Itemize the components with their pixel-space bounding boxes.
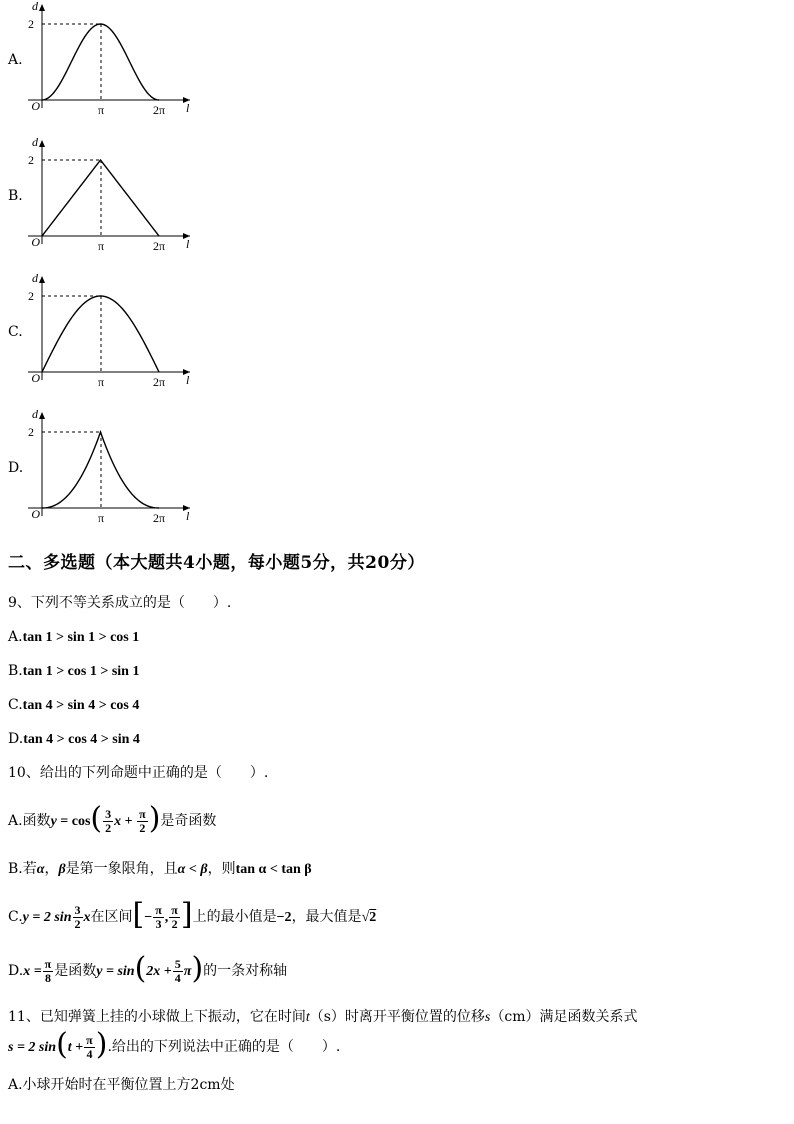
q10-c-minus: − <box>144 910 153 925</box>
q10-a-rparen: ) <box>148 801 161 836</box>
y-axis-label: d <box>32 0 38 13</box>
q10-d-letter: D. <box>8 963 24 979</box>
section-title: 二、多选题（本大题共4小题，每小题5分，共20分） <box>8 553 425 573</box>
q9-c-text: tan 4 > sin 4 > cos 4 <box>22 698 140 713</box>
y-tick-label: 2 <box>28 153 34 167</box>
x-tick-label-2pi: 2π <box>152 239 166 253</box>
q10-c-rbrack: ] <box>180 897 193 932</box>
q10-c-t3: ，最大值是 <box>291 909 362 925</box>
y-axis-arrow <box>39 140 45 147</box>
q10-d-lparen: ( <box>134 951 147 986</box>
q10-b-t1: 若 <box>22 861 37 877</box>
q11-line2-tail: .给出的下列说法中正确的是（ ）. <box>107 1039 341 1055</box>
y-axis-arrow <box>39 276 45 283</box>
q10-b-beta: β <box>58 862 66 877</box>
q10-c-comma: , <box>164 910 169 925</box>
q10-b-alpha: α <box>36 862 45 877</box>
q9-option-c[interactable] <box>8 696 139 715</box>
q10-c-t2: 上的最小值是 <box>192 909 277 925</box>
q11-stem-line2 <box>8 1027 341 1062</box>
q9-option-d[interactable] <box>8 730 140 749</box>
q11-text-b: （s）时离开平衡位置的位移 <box>309 1009 485 1025</box>
graph-d-letter: D. <box>8 460 24 476</box>
q11-t-var: t <box>305 1010 310 1025</box>
q10-c-sqrt-arg: 2 <box>369 910 377 925</box>
y-axis-label: d <box>32 271 38 285</box>
x-tick-label-pi: π <box>97 103 105 117</box>
q10-c-x: x <box>83 910 91 925</box>
q10-c-t1: 在区间 <box>90 909 133 925</box>
q10-d-rhs: y = sin <box>96 964 135 979</box>
q10-d-lhs: x = <box>23 964 42 979</box>
y-axis-arrow <box>39 412 45 419</box>
q11-text-c: （cm）满足函数关系式 <box>490 1009 638 1025</box>
q10-b-letter: B. <box>8 861 23 877</box>
x-tick-label-2pi: 2π <box>152 103 166 117</box>
x-tick-label-2pi: 2π <box>152 511 166 525</box>
q10-c-frac1: $\frac{\pi}{3}$ <box>155 902 162 931</box>
origin-label: O <box>31 507 40 521</box>
q10-d-inner: 2x + <box>146 964 172 979</box>
q11-rparen: ) <box>95 1027 108 1062</box>
q10-a-letter: A. <box>8 813 23 829</box>
x-tick-label-pi: π <box>97 511 105 525</box>
y-tick-label: 2 <box>28 289 34 303</box>
y-tick-label: 2 <box>28 425 34 439</box>
q10-b-t3: 是第一象限角，且 <box>65 861 178 877</box>
q10-c-lbrack: [ <box>132 897 145 932</box>
q10-a-lparen: ( <box>90 801 103 836</box>
q11-text-a: 11、已知弹簧上挂的小球做上下振动，它在时间 <box>8 1009 306 1025</box>
q11-option-a[interactable]: A.小球开始时在平衡位置上方2cm处 <box>8 1077 235 1093</box>
q10-b-ineq: α < β <box>177 862 208 877</box>
q10-a-x: x <box>114 814 122 829</box>
q9-a-letter: A. <box>8 629 23 645</box>
q10-c-sqrt: √ <box>361 910 370 925</box>
x-axis-label: l <box>186 237 190 251</box>
q10-a-y: y <box>50 814 57 829</box>
q10-option-c[interactable] <box>8 897 377 932</box>
q10-b-concl: tan α < tan β <box>235 862 312 877</box>
q10-d-t1: 是函数 <box>54 963 97 979</box>
y-tick-label: 2 <box>28 17 34 31</box>
q9-option-b[interactable] <box>8 662 139 681</box>
graph-c-letter: C. <box>8 324 23 340</box>
q10-c-letter: C. <box>8 909 23 925</box>
q10-a-pre: 函数 <box>22 813 51 829</box>
q10-stem: 10、给出的下列命题中正确的是（ ）. <box>8 765 269 781</box>
q10-a-post: 是奇函数 <box>160 813 217 829</box>
q11-formula-t: t + <box>67 1040 84 1055</box>
q9-d-text: tan 4 > cos 4 > sin 4 <box>23 732 140 747</box>
q10-c-lhs: y = 2 sin <box>22 910 72 925</box>
q10-d-frac2: $\frac{5}{4}$ <box>174 956 181 985</box>
origin-label: O <box>31 235 40 249</box>
graph-option-d[interactable] <box>0 408 200 530</box>
origin-label: O <box>31 99 40 113</box>
q10-d-pi: π <box>183 964 192 979</box>
graph-option-b[interactable] <box>0 136 200 258</box>
graph-option-c[interactable] <box>0 272 200 394</box>
x-tick-label-2pi: 2π <box>152 375 166 389</box>
q11-frac: $\frac{\pi}{4}$ <box>86 1032 93 1061</box>
q9-d-letter: D. <box>8 731 24 747</box>
q9-b-letter: B. <box>8 663 23 679</box>
y-axis-arrow <box>39 4 45 11</box>
x-axis-label: l <box>186 509 190 523</box>
q9-c-letter: C. <box>8 697 23 713</box>
x-tick-label-pi: π <box>97 239 105 253</box>
q10-option-b[interactable] <box>8 860 312 879</box>
x-tick-label-pi: π <box>97 375 105 389</box>
q10-option-d[interactable] <box>8 951 288 986</box>
origin-label: O <box>31 371 40 385</box>
graph-c-svg <box>0 272 200 394</box>
q10-option-a[interactable] <box>8 801 217 836</box>
q10-c-frac: $\frac{3}{2}$ <box>74 902 81 931</box>
q10-d-frac: $\frac{\pi}{8}$ <box>44 956 52 985</box>
q9-a-text: tan 1 > sin 1 > cos 1 <box>22 630 140 645</box>
q10-c-frac2: $\frac{\pi}{2}$ <box>171 902 178 931</box>
x-axis-label: l <box>186 373 190 387</box>
x-axis-label: l <box>186 101 190 115</box>
graph-a-svg <box>0 0 200 122</box>
q10-a-eq: = cos <box>56 814 91 829</box>
q10-b-t4: ，则 <box>207 861 236 877</box>
q11-s-var: s <box>484 1010 491 1025</box>
q9-b-text: tan 1 > cos 1 > sin 1 <box>22 664 140 679</box>
q11-lparen: ( <box>56 1027 68 1062</box>
q11-stem-line1 <box>8 1008 637 1027</box>
graph-d-svg <box>0 408 200 530</box>
graph-b-letter: B. <box>8 188 23 204</box>
q10-d-rparen: ) <box>191 951 204 986</box>
y-axis-label: d <box>32 407 38 421</box>
q9-option-a[interactable] <box>8 628 139 647</box>
graph-b-svg <box>0 136 200 258</box>
q10-a-plus: + <box>121 814 137 829</box>
q9-stem: 9、下列不等关系成立的是（ ）. <box>8 595 232 611</box>
q10-d-t2: 的一条对称轴 <box>203 963 288 979</box>
q10-c-min: −2 <box>276 910 292 925</box>
graph-option-a <box>0 0 200 122</box>
q10-a-frac: $\frac{3}{2}$ <box>105 806 112 835</box>
y-axis-label: d <box>32 135 38 149</box>
graph-a-letter: A. <box>8 52 23 68</box>
q10-a-pi-frac: $\frac{\pi}{2}$ <box>139 806 146 835</box>
q11-formula-lhs: s = 2 sin <box>8 1040 57 1055</box>
q10-b-t2: ， <box>44 861 59 877</box>
